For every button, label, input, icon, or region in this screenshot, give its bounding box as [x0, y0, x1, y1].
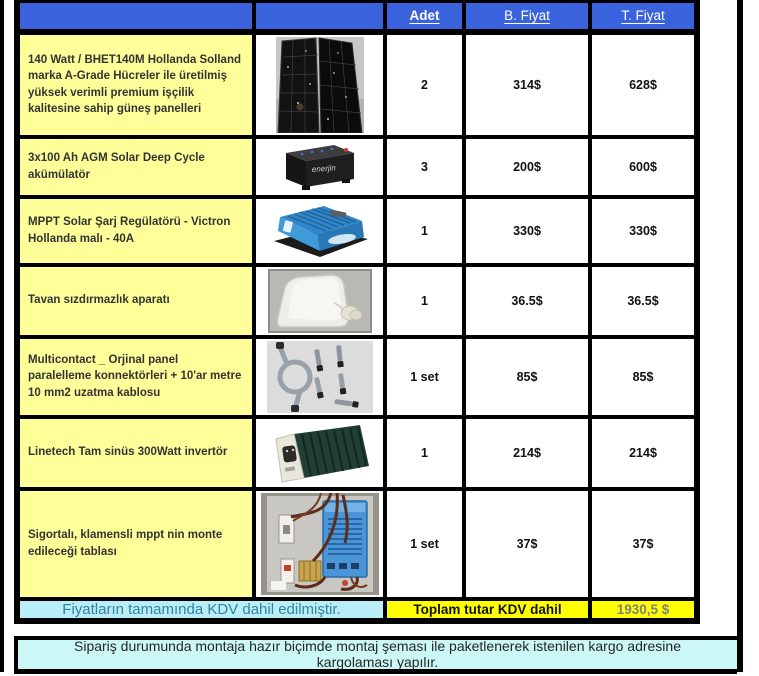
- shipping-note: Sipariş durumunda montaja hazır biçimde montaj şeması ile paketlenerek istenilen kargo adresine kargolaması yapılır.: [14, 636, 737, 674]
- item-description: 3x100 Ah AGM Solar Deep Cycle akümülatör: [17, 137, 254, 197]
- table-row-connectors: [17, 337, 697, 417]
- item-quantity: 1 set: [385, 489, 464, 599]
- table-row-inverter: [17, 417, 697, 489]
- table-row-roof-gland: [17, 265, 697, 337]
- item-unit-price: 330$: [464, 197, 590, 265]
- table-row-solar-panel: [17, 32, 697, 137]
- item-unit-price: 314$: [464, 32, 590, 137]
- item-total-price: 85$: [590, 337, 697, 417]
- header-image-blank: [254, 2, 385, 32]
- item-unit-price: 85$: [464, 337, 590, 417]
- item-quantity: 1: [385, 417, 464, 489]
- item-unit-price: 214$: [464, 417, 590, 489]
- item-unit-price: 36.5$: [464, 265, 590, 337]
- item-total-price: 214$: [590, 417, 697, 489]
- total-value: 1930,5 $: [590, 599, 697, 621]
- total-label: Toplam tutar KDV dahil: [385, 599, 590, 621]
- mounting-board-photo: [261, 493, 379, 595]
- item-description: Multicontact _ Orjinal panel paralelleme konnektörleri + 10'ar metre 10 mm2 uzatma kablosu: [17, 337, 254, 417]
- solar-panels-photo: [276, 37, 364, 133]
- kdv-note: Fiyatların tamamında KDV dahil edilmiştir.: [17, 599, 385, 621]
- table-row-mounting-board: [17, 489, 697, 599]
- svg-text:enerjin: enerjin: [311, 162, 336, 174]
- header-description-blank: [17, 2, 254, 32]
- item-quantity: 2: [385, 32, 464, 137]
- column-header-t-fiyat: T. Fiyat: [590, 2, 697, 32]
- mppt-regulator-photo: [268, 201, 372, 261]
- item-total-price: 330$: [590, 197, 697, 265]
- item-description: Tavan sızdırmazlık aparatı: [17, 265, 254, 337]
- item-total-price: 628$: [590, 32, 697, 137]
- item-description: Sigortalı, klamensli mppt nin monte edileceği tablası: [17, 489, 254, 599]
- item-quantity: 1: [385, 265, 464, 337]
- item-quantity: 1 set: [385, 337, 464, 417]
- item-quantity: 3: [385, 137, 464, 197]
- price-table: [14, 0, 700, 624]
- item-total-price: 600$: [590, 137, 697, 197]
- mc4-connectors-photo: [267, 341, 373, 413]
- table-row-mppt: [17, 197, 697, 265]
- agm-battery-photo: [272, 141, 368, 193]
- column-header-b-fiyat: B. Fiyat: [464, 2, 590, 32]
- roof-gland-photo: [268, 269, 372, 333]
- table-row-battery: [17, 137, 697, 197]
- item-unit-price: 200$: [464, 137, 590, 197]
- footer-row: [17, 599, 697, 621]
- inverter-photo: [266, 422, 374, 484]
- item-description: MPPT Solar Şarj Regülatörü - Victron Hollanda malı - 40A: [17, 197, 254, 265]
- column-header-adet: Adet: [385, 2, 464, 32]
- item-total-price: 37$: [590, 489, 697, 599]
- item-unit-price: 37$: [464, 489, 590, 599]
- header-row: [17, 2, 697, 32]
- item-quantity: 1: [385, 197, 464, 265]
- item-description: Linetech Tam sinüs 300Watt invertör: [17, 417, 254, 489]
- item-description: 140 Watt / BHET140M Hollanda Solland marka A-Grade Hücreler ile üretilmiş yüksek verimli premium işçilik kalitesine sahip güneş panelleri: [17, 32, 254, 137]
- item-total-price: 36.5$: [590, 265, 697, 337]
- page-left-border: [0, 0, 4, 672]
- page-right-border: [737, 0, 743, 672]
